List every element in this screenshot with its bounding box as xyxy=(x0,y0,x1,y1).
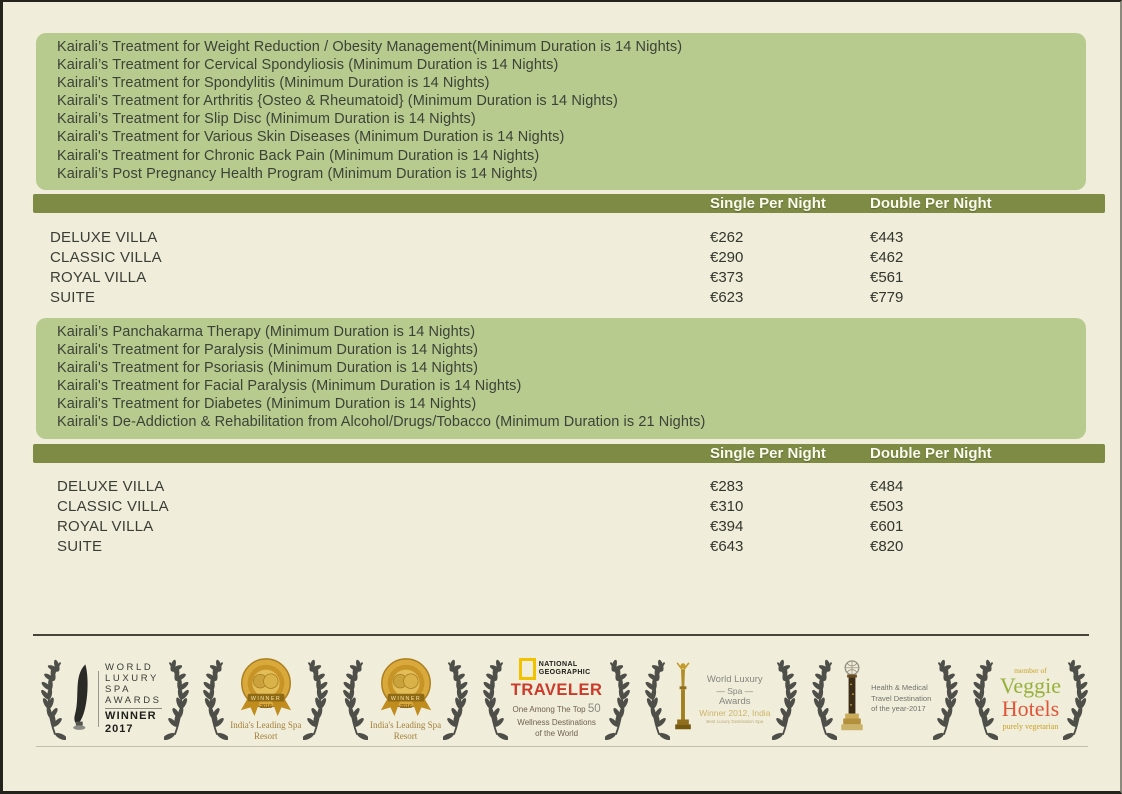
table-row xyxy=(3,229,1120,249)
table-row xyxy=(3,478,1120,498)
award-world-luxury-spa-2017 xyxy=(37,656,193,742)
price-table-1-header xyxy=(33,194,1105,213)
treatment-line: Kairali's Treatment for Various Skin Diseases (Minimum Duration is 14 Nights) xyxy=(57,129,565,146)
price-double: €561 xyxy=(870,269,904,286)
award-text: WORLD xyxy=(105,661,154,673)
award-caption: Resort xyxy=(393,731,418,741)
award-world-luxury-spa-2012 xyxy=(641,656,801,742)
treatment-list-box-2 xyxy=(36,318,1086,439)
brand-text: GEOGRAPHIC xyxy=(538,669,591,677)
award-text: SPA xyxy=(105,684,132,696)
award-natgeo-traveler xyxy=(479,656,635,742)
laurel-right-icon xyxy=(303,656,332,742)
table-row xyxy=(3,269,1120,289)
laurel-right-icon xyxy=(1063,656,1092,742)
treatment-line: Kairali's Treatment for Diabetes (Minimum Duration is 14 Nights) xyxy=(57,396,477,413)
laurel-left-icon xyxy=(37,656,66,742)
award-text: of the year-2017 xyxy=(871,704,926,714)
award-text-50: 50 xyxy=(587,703,601,716)
awards-divider-line xyxy=(33,634,1089,636)
laurel-right-icon xyxy=(933,656,962,742)
room-type: CLASSIC VILLA xyxy=(57,498,169,515)
price-single: €290 xyxy=(710,249,744,266)
laurel-left-icon xyxy=(199,656,228,742)
award-winner-text: WINNER xyxy=(105,708,162,723)
price-double: €462 xyxy=(870,249,904,266)
price-single: €373 xyxy=(710,269,744,286)
gold-medal-icon xyxy=(376,656,436,718)
column-header-double: Double Per Night xyxy=(870,195,992,212)
award-india-leading-spa-resort-2 xyxy=(339,656,472,743)
award-text: Health & Medical xyxy=(871,683,928,693)
award-text: Wellness Destinations xyxy=(517,717,596,727)
flame-trophy-icon xyxy=(68,659,94,739)
price-single: €643 xyxy=(710,538,744,555)
awards-strip xyxy=(37,648,1092,750)
treatment-line: Kairali's De-Addiction & Rehabilitation from Alcohol/Drugs/Tobacco (Minimum Duration is 21 Nights) xyxy=(57,414,706,431)
price-single: €394 xyxy=(710,518,744,535)
award-text: of the World xyxy=(535,728,579,738)
gold-medal-icon xyxy=(236,656,296,718)
laurel-right-icon xyxy=(605,656,634,742)
award-text: LUXURY xyxy=(105,672,159,684)
brand-text: NATIONAL xyxy=(538,661,578,669)
laurel-right-icon xyxy=(164,656,193,742)
treatment-list-box-1 xyxy=(36,33,1086,190)
price-single: €623 xyxy=(710,289,744,306)
price-double: €443 xyxy=(870,229,904,246)
award-text: — Spa — xyxy=(716,685,754,696)
treatment-line: Kairali's Treatment for Paralysis (Minimum Duration is 14 Nights) xyxy=(57,342,479,359)
laurel-left-icon xyxy=(808,656,837,742)
veggie-logo-text: Veggie xyxy=(999,673,1061,699)
award-veggie-hotels xyxy=(969,656,1092,742)
treatment-line: Kairali’s Treatment for Weight Reduction / Obesity Management(Minimum Duration is 14 Nights) xyxy=(57,39,683,55)
award-health-medical-travel-2017 xyxy=(808,656,962,742)
laurel-left-icon xyxy=(339,656,368,742)
award-india-leading-spa-resort-1 xyxy=(199,656,332,743)
award-text: Awards xyxy=(719,696,751,708)
award-text: purely vegetarian xyxy=(1002,722,1059,732)
award-year-text: Winner 2012, India xyxy=(699,708,771,719)
price-single: €262 xyxy=(710,229,744,246)
price-double: €503 xyxy=(870,498,904,515)
laurel-left-icon xyxy=(969,656,998,742)
room-type: CLASSIC VILLA xyxy=(50,249,162,266)
column-header-double: Double Per Night xyxy=(870,445,992,462)
treatment-line: Kairali’s Treatment for Cervical Spondyliosis (Minimum Duration is 14 Nights) xyxy=(57,57,559,74)
award-text: AWARDS xyxy=(105,695,162,707)
award-caption: Resort xyxy=(254,731,278,741)
footer-divider-line xyxy=(36,746,1088,747)
room-type: SUITE xyxy=(50,289,96,306)
price-table-2-header xyxy=(33,444,1105,463)
treatment-line: Kairali’s Panchakarma Therapy (Minimum Duration is 14 Nights) xyxy=(57,324,476,340)
room-type: ROYAL VILLA xyxy=(57,518,154,535)
award-year: 2017 xyxy=(105,723,134,736)
price-single: €283 xyxy=(710,478,744,495)
treatment-line: Kairali's Treatment for Facial Paralysis (Minimum Duration is 14 Nights) xyxy=(57,378,522,395)
price-table-1 xyxy=(3,229,1120,309)
traveler-logo-text: TRAVELER xyxy=(510,681,603,700)
award-caption: India's Leading Spa xyxy=(230,719,302,730)
laurel-left-icon xyxy=(479,656,508,742)
gold-statue-trophy-icon xyxy=(672,659,694,739)
price-single: €310 xyxy=(710,498,744,515)
laurel-left-icon xyxy=(641,656,670,742)
award-text: World Luxury xyxy=(706,673,763,685)
treatment-line: Kairali's Treatment for Arthritis {Osteo & Rheumatoid} (Minimum Duration is 14 Nights) xyxy=(57,93,618,110)
price-double: €484 xyxy=(870,478,904,495)
award-small-text: Best Luxury Destination Spa xyxy=(706,718,764,724)
column-trophy-icon xyxy=(839,659,865,739)
treatment-line: Kairali's Treatment for Spondylitis (Minimum Duration is 14 Nights) xyxy=(57,75,490,92)
medal-year-text: 2016 xyxy=(259,703,272,710)
divider xyxy=(98,671,99,727)
laurel-right-icon xyxy=(443,656,472,742)
price-double: €601 xyxy=(870,518,904,535)
laurel-right-icon xyxy=(772,656,801,742)
treatment-line: Kairali’s Treatment for Slip Disc (Minimum Duration is 14 Nights) xyxy=(57,111,476,128)
room-type: DELUXE VILLA xyxy=(50,229,158,246)
price-double: €779 xyxy=(870,289,904,306)
hotels-logo-text: Hotels xyxy=(1001,695,1060,721)
natgeo-yellow-frame-icon xyxy=(519,658,536,680)
column-header-single: Single Per Night xyxy=(710,445,826,462)
room-type: SUITE xyxy=(57,538,103,555)
medal-banner-text: WINNER xyxy=(250,695,281,702)
column-header-single: Single Per Night xyxy=(710,195,826,212)
table-row xyxy=(3,518,1120,538)
table-row xyxy=(3,249,1120,269)
price-double: €820 xyxy=(870,538,904,555)
medal-banner-text: WINNER xyxy=(390,695,421,702)
price-table-2 xyxy=(3,478,1120,558)
medal-year-text: 2016 xyxy=(399,703,412,710)
treatment-line: Kairali’s Post Pregnancy Health Program (Minimum Duration is 14 Nights) xyxy=(57,165,538,182)
award-text: member of xyxy=(1014,665,1047,675)
table-row xyxy=(3,289,1120,309)
room-type: ROYAL VILLA xyxy=(50,269,147,286)
award-caption: India's Leading Spa xyxy=(369,719,442,730)
treatment-line: Kairali's Treatment for Chronic Back Pain (Minimum Duration is 14 Nights) xyxy=(57,147,540,164)
table-row xyxy=(3,538,1120,558)
treatment-line: Kairali's Treatment for Psoriasis (Minimum Duration is 14 Nights) xyxy=(57,360,479,377)
room-type: DELUXE VILLA xyxy=(57,478,165,495)
award-text: Travel Destination xyxy=(871,693,932,703)
table-row xyxy=(3,498,1120,518)
award-text: One Among The Top xyxy=(512,705,586,715)
